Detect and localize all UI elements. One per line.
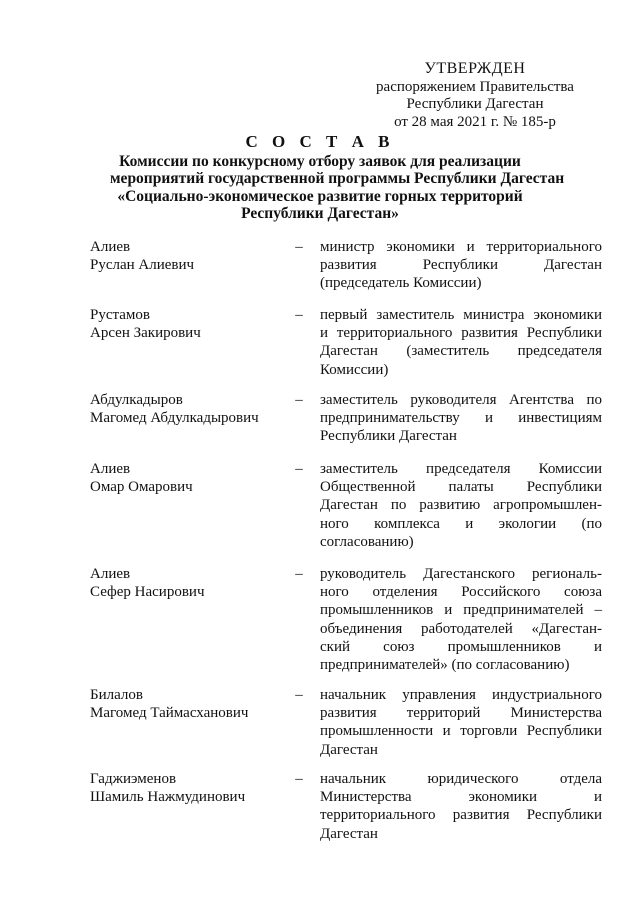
member-role-line: Министерства экономики и xyxy=(320,789,602,806)
member-role xyxy=(320,391,602,446)
member-name xyxy=(90,565,290,601)
member-role-line: начальник управления индустриального xyxy=(320,687,602,703)
member-name xyxy=(90,306,290,342)
member-role-line: ного отделения Российского союза xyxy=(320,584,602,601)
member-role-line: заместитель председателя Комиссии xyxy=(320,461,602,477)
member-given-name: Руслан Алиевич xyxy=(90,257,195,274)
member-name xyxy=(90,238,290,274)
member-given-name: Арсен Закирович xyxy=(90,325,201,342)
member-surname: Гаджиэменов xyxy=(90,771,177,787)
heading-line: Комиссии по конкурсному отбору заявок для реализации xyxy=(119,152,521,170)
member-dash: – xyxy=(295,307,303,323)
heading-line: «Социально-экономическое развитие горных территорий xyxy=(117,187,523,205)
member-role-line: Дагестан по развитию агропромышлен- xyxy=(320,497,602,514)
member-dash: – xyxy=(295,687,303,703)
member-role-line: министр экономики и территориального xyxy=(320,239,602,255)
member-name xyxy=(90,391,290,427)
member-dash: – xyxy=(295,566,303,582)
member-role xyxy=(320,460,602,551)
member-role-line: развития Республики Дагестан xyxy=(320,257,602,274)
member-role-line: Общественной палаты Республики xyxy=(320,479,602,496)
member-given-name: Омар Омарович xyxy=(90,479,193,496)
approved-date-number: от 28 мая 2021 г. № 185-р xyxy=(394,113,556,130)
member-role-line: Дагестан xyxy=(320,825,378,842)
heading-line: мероприятий государственной программы Республики Дагестан xyxy=(110,170,565,187)
member-surname: Алиев xyxy=(90,461,131,477)
approval-stamp xyxy=(360,60,590,131)
member-role xyxy=(320,238,602,293)
member-given-name: Шамиль Нажмудинович xyxy=(90,789,246,806)
member-role-line: и территориального развития Республики xyxy=(320,325,602,342)
member-surname: Алиев xyxy=(90,566,131,582)
member-name xyxy=(90,686,290,722)
member-role-line: заместитель руководителя Агентства по xyxy=(320,392,602,408)
member-role xyxy=(320,565,602,674)
member-role-line: промышленников и предпринимателей – xyxy=(320,602,602,619)
member-surname: Абдулкадыров xyxy=(90,392,183,408)
member-role-line: предпринимателей» (по согласованию) xyxy=(320,657,570,674)
approved-label: УТВЕРЖДЕН xyxy=(424,60,526,77)
member-surname: Алиев xyxy=(90,239,131,255)
member-role-line: Комиссии) xyxy=(320,361,389,378)
member-name xyxy=(90,460,290,496)
member-role-line: начальник юридического отдела xyxy=(320,771,602,787)
member-given-name: Сефер Насирович xyxy=(90,584,205,601)
member-surname: Билалов xyxy=(90,687,143,703)
member-role-line: руководитель Дагестанского региональ- xyxy=(320,566,602,582)
member-given-name: Магомед Таймасханович xyxy=(90,705,249,722)
member-surname: Рустамов xyxy=(90,307,150,323)
heading-line: Республики Дагестан» xyxy=(241,205,399,222)
member-role-line: объединения работодателей «Дагестан- xyxy=(320,620,602,637)
member-role xyxy=(320,686,602,759)
member-role-line: территориального развития Республики xyxy=(320,807,602,824)
member-dash: – xyxy=(295,771,303,787)
member-dash: – xyxy=(295,392,303,408)
approved-government: Республики Дагестан xyxy=(406,96,544,112)
member-role xyxy=(320,306,602,379)
document-heading xyxy=(110,132,565,223)
member-role-line: предпринимательству и инвестициям xyxy=(320,410,602,427)
member-role-line: промышленности и торговли Республики xyxy=(320,723,602,740)
document-title: С О С Т А В xyxy=(245,132,395,151)
member-role-line: первый заместитель министра экономики xyxy=(320,307,602,323)
member-role-line: Дагестан xyxy=(320,741,378,758)
member-role-line: согласованию) xyxy=(320,533,414,550)
member-role-line: (председатель Комиссии) xyxy=(320,275,482,292)
member-given-name: Магомед Абдулкадырович xyxy=(90,410,259,427)
member-name xyxy=(90,770,290,806)
member-role-line: Дагестан (заместитель председателя xyxy=(320,343,602,360)
member-role-line: ного комплекса и экологии (по xyxy=(320,515,602,532)
member-role-line: развития территорий Министерства xyxy=(320,705,602,722)
member-dash: – xyxy=(295,461,303,477)
member-role xyxy=(320,770,602,843)
approved-by: распоряжением Правительства xyxy=(376,78,574,95)
member-dash: – xyxy=(295,239,303,255)
member-role-line: Республики Дагестан xyxy=(320,428,457,445)
member-role-line: ский союз промышленников и xyxy=(320,638,602,655)
